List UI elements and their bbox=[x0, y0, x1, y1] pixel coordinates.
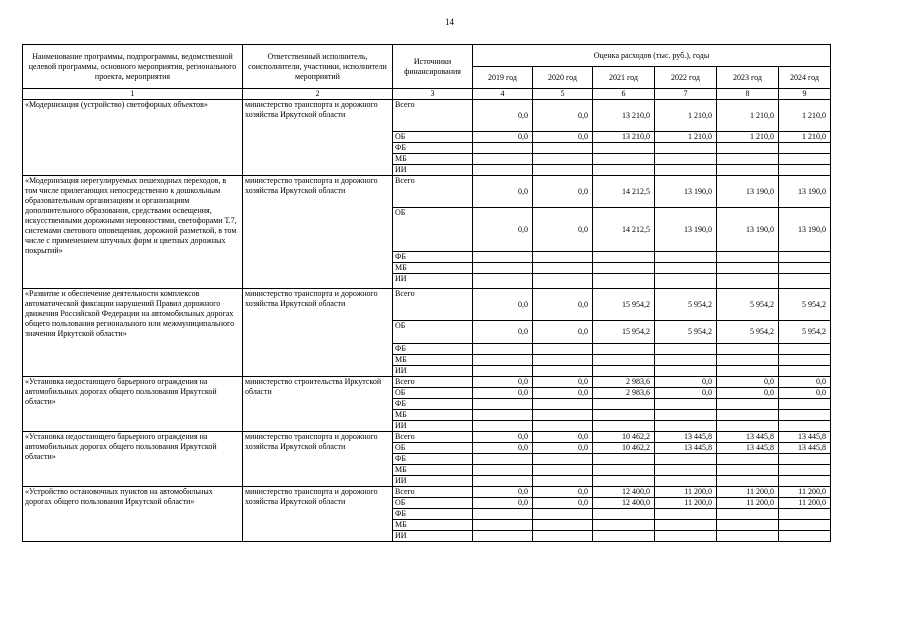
expense-value: 13 190,0 bbox=[717, 208, 779, 252]
expense-value bbox=[779, 366, 831, 377]
measure-executor: министерство транспорта и дорожного хозяйства Иркутской области bbox=[243, 100, 393, 176]
expense-value bbox=[655, 465, 717, 476]
expense-value: 0,0 bbox=[533, 388, 593, 399]
expense-value: 0,0 bbox=[473, 377, 533, 388]
expense-value bbox=[533, 344, 593, 355]
expense-value: 0,0 bbox=[473, 498, 533, 509]
expense-value: 10 462,2 bbox=[593, 432, 655, 443]
expense-value: 0,0 bbox=[655, 388, 717, 399]
funding-source: МБ bbox=[393, 410, 473, 421]
expense-value: 1 210,0 bbox=[779, 132, 831, 143]
expense-value bbox=[473, 263, 533, 274]
expense-value bbox=[655, 454, 717, 465]
expense-value bbox=[779, 465, 831, 476]
expense-value bbox=[717, 476, 779, 487]
header-year: 2020 год bbox=[533, 67, 593, 89]
measure-name: «Установка недостающего барьерного ограждения на автомобильных дорогах общего пользования Иркутской области» bbox=[23, 377, 243, 432]
expense-value bbox=[717, 454, 779, 465]
expense-value bbox=[655, 263, 717, 274]
expense-value bbox=[593, 509, 655, 520]
expense-value: 5 954,2 bbox=[655, 289, 717, 321]
expense-value bbox=[655, 421, 717, 432]
expense-value bbox=[473, 509, 533, 520]
expense-value bbox=[533, 165, 593, 176]
expense-value bbox=[779, 263, 831, 274]
funding-source: МБ bbox=[393, 154, 473, 165]
funding-source: ОБ bbox=[393, 388, 473, 399]
funding-source: МБ bbox=[393, 520, 473, 531]
expense-value bbox=[779, 355, 831, 366]
expense-value: 1 210,0 bbox=[655, 132, 717, 143]
funding-source: МБ bbox=[393, 263, 473, 274]
column-number: 7 bbox=[655, 89, 717, 100]
expense-value: 14 212,5 bbox=[593, 208, 655, 252]
expense-value bbox=[779, 509, 831, 520]
expense-value bbox=[593, 399, 655, 410]
expense-value bbox=[473, 154, 533, 165]
expense-value bbox=[655, 476, 717, 487]
expense-value bbox=[779, 252, 831, 263]
expense-value bbox=[533, 465, 593, 476]
funding-source: ИИ bbox=[393, 476, 473, 487]
expense-value: 0,0 bbox=[473, 432, 533, 443]
expense-value bbox=[533, 454, 593, 465]
expense-value bbox=[655, 509, 717, 520]
expense-value: 2 983,6 bbox=[593, 377, 655, 388]
expense-value bbox=[593, 476, 655, 487]
expense-value bbox=[655, 344, 717, 355]
expense-value bbox=[717, 154, 779, 165]
measure-name: «Установка недостающего барьерного ограждения на автомобильных дорогах общего пользования Иркутской области» bbox=[23, 432, 243, 487]
expense-value: 0,0 bbox=[655, 377, 717, 388]
expense-value bbox=[717, 143, 779, 154]
expense-value bbox=[593, 366, 655, 377]
expense-value: 12 400,0 bbox=[593, 487, 655, 498]
expense-value bbox=[533, 476, 593, 487]
expense-value bbox=[779, 399, 831, 410]
funding-source: ФБ bbox=[393, 252, 473, 263]
funding-source: Всего bbox=[393, 176, 473, 208]
expense-value: 5 954,2 bbox=[655, 321, 717, 344]
expense-value: 0,0 bbox=[533, 132, 593, 143]
expense-value bbox=[533, 252, 593, 263]
expense-value bbox=[717, 520, 779, 531]
expense-value: 0,0 bbox=[533, 289, 593, 321]
expense-value: 15 954,2 bbox=[593, 321, 655, 344]
expense-value: 13 445,8 bbox=[717, 432, 779, 443]
funding-source: ОБ bbox=[393, 132, 473, 143]
expense-value bbox=[473, 165, 533, 176]
table-row bbox=[23, 432, 831, 443]
expense-value: 0,0 bbox=[473, 176, 533, 208]
expense-value: 0,0 bbox=[473, 289, 533, 321]
expense-value bbox=[717, 344, 779, 355]
expense-value: 5 954,2 bbox=[717, 289, 779, 321]
expense-value bbox=[717, 509, 779, 520]
expense-value bbox=[473, 274, 533, 289]
column-number: 9 bbox=[779, 89, 831, 100]
expense-value bbox=[655, 410, 717, 421]
expense-value bbox=[655, 531, 717, 542]
expense-value bbox=[717, 531, 779, 542]
funding-source: ФБ bbox=[393, 399, 473, 410]
expense-value bbox=[593, 274, 655, 289]
expense-value bbox=[779, 165, 831, 176]
expense-value bbox=[779, 454, 831, 465]
expense-value bbox=[717, 421, 779, 432]
funding-source: ОБ bbox=[393, 443, 473, 454]
expense-value bbox=[593, 454, 655, 465]
measure-name: «Развитие и обеспечение деятельности комплексов автоматической фиксации нарушений Правил дорожного движения Российской Федерации на автомобильных дорогах общего пользования регионального или межмуниципального значения Иркутской области» bbox=[23, 289, 243, 377]
expense-value bbox=[655, 165, 717, 176]
header-year: 2019 год bbox=[473, 67, 533, 89]
expense-value bbox=[593, 154, 655, 165]
expense-value: 11 200,0 bbox=[717, 487, 779, 498]
measure-name: «Модернизация нерегулируемых пешеходных переходов, в том числе прилегающих непосредственно к дошкольным образовательным организациям и организациям дополнительного образования, средствами освещения, искусственными дорожными неровностями, светофорами Т.7, системами светового оповещения, дорожной разметкой, в том числе с применением штучных форм и цветных дорожных покрытий» bbox=[23, 176, 243, 289]
expense-value bbox=[473, 531, 533, 542]
column-number: 3 bbox=[393, 89, 473, 100]
header-executor: Ответственный исполнитель, соисполнители, участники, исполнители мероприятий bbox=[243, 45, 393, 89]
table-row bbox=[23, 289, 831, 321]
expense-value bbox=[473, 520, 533, 531]
column-number: 6 bbox=[593, 89, 655, 100]
expense-value bbox=[473, 355, 533, 366]
expense-value bbox=[593, 143, 655, 154]
expense-value bbox=[717, 252, 779, 263]
expense-value bbox=[717, 366, 779, 377]
expense-value bbox=[655, 252, 717, 263]
expense-value: 0,0 bbox=[473, 132, 533, 143]
funding-source: МБ bbox=[393, 465, 473, 476]
expense-value: 11 200,0 bbox=[779, 487, 831, 498]
funding-source: Всего bbox=[393, 100, 473, 132]
funding-source: ОБ bbox=[393, 208, 473, 252]
expense-value: 0,0 bbox=[473, 443, 533, 454]
expense-value bbox=[593, 165, 655, 176]
expense-value bbox=[533, 421, 593, 432]
column-number: 5 bbox=[533, 89, 593, 100]
expense-value bbox=[717, 399, 779, 410]
expense-value: 14 212,5 bbox=[593, 176, 655, 208]
measure-executor: министерство строительства Иркутской области bbox=[243, 377, 393, 432]
expense-value bbox=[593, 263, 655, 274]
expense-value: 0,0 bbox=[533, 498, 593, 509]
measure-executor: министерство транспорта и дорожного хозяйства Иркутской области bbox=[243, 432, 393, 487]
expense-value: 0,0 bbox=[473, 388, 533, 399]
measure-name: «Устройство остановочных пунктов на автомобильных дорогах общего пользования Иркутской области» bbox=[23, 487, 243, 542]
expense-value bbox=[717, 263, 779, 274]
expense-value bbox=[473, 476, 533, 487]
expense-value bbox=[779, 520, 831, 531]
expense-value: 13 445,8 bbox=[717, 443, 779, 454]
expense-value bbox=[473, 399, 533, 410]
expense-value: 11 200,0 bbox=[717, 498, 779, 509]
header-year: 2022 год bbox=[655, 67, 717, 89]
column-number: 8 bbox=[717, 89, 779, 100]
expense-value bbox=[655, 143, 717, 154]
expense-value bbox=[779, 421, 831, 432]
funding-source: Всего bbox=[393, 432, 473, 443]
column-number: 2 bbox=[243, 89, 393, 100]
expense-value: 11 200,0 bbox=[779, 498, 831, 509]
expense-value: 11 200,0 bbox=[655, 498, 717, 509]
expense-value bbox=[533, 531, 593, 542]
expense-value: 0,0 bbox=[533, 377, 593, 388]
expense-value: 15 954,2 bbox=[593, 289, 655, 321]
funding-source: МБ bbox=[393, 355, 473, 366]
expense-value: 0,0 bbox=[533, 176, 593, 208]
funding-source: ОБ bbox=[393, 321, 473, 344]
expense-value: 1 210,0 bbox=[655, 100, 717, 132]
table-row bbox=[23, 176, 831, 208]
funding-source: ИИ bbox=[393, 531, 473, 542]
expense-value: 11 200,0 bbox=[655, 487, 717, 498]
expense-value: 0,0 bbox=[779, 388, 831, 399]
expense-value: 0,0 bbox=[717, 377, 779, 388]
expense-value bbox=[655, 399, 717, 410]
measure-name: «Модернизация (устройство) светофорных объектов» bbox=[23, 100, 243, 176]
table-row bbox=[23, 487, 831, 498]
funding-source: ФБ bbox=[393, 509, 473, 520]
header-year: 2024 год bbox=[779, 67, 831, 89]
expense-value: 1 210,0 bbox=[779, 100, 831, 132]
expense-value: 0,0 bbox=[533, 432, 593, 443]
expense-value bbox=[533, 399, 593, 410]
expense-value bbox=[717, 355, 779, 366]
funding-source: ИИ bbox=[393, 165, 473, 176]
expense-value bbox=[593, 344, 655, 355]
expense-value: 0,0 bbox=[473, 321, 533, 344]
expense-value: 13 190,0 bbox=[779, 208, 831, 252]
expense-value bbox=[779, 410, 831, 421]
expense-value bbox=[779, 143, 831, 154]
table-row bbox=[23, 100, 831, 132]
header-expense-estimate: Оценка расходов (тыс. руб.), годы bbox=[473, 45, 831, 67]
expense-value: 0,0 bbox=[533, 443, 593, 454]
expense-value bbox=[779, 344, 831, 355]
measure-executor: министерство транспорта и дорожного хозяйства Иркутской области bbox=[243, 289, 393, 377]
expense-value bbox=[717, 410, 779, 421]
measure-executor: министерство транспорта и дорожного хозяйства Иркутской области bbox=[243, 176, 393, 289]
expense-value bbox=[473, 465, 533, 476]
expense-value bbox=[593, 465, 655, 476]
expense-value: 5 954,2 bbox=[779, 321, 831, 344]
expense-value bbox=[473, 252, 533, 263]
expense-value: 5 954,2 bbox=[779, 289, 831, 321]
expense-value: 1 210,0 bbox=[717, 100, 779, 132]
header-funding-sources: Источники финансирования bbox=[393, 45, 473, 89]
funding-source: Всего bbox=[393, 487, 473, 498]
expense-value: 13 190,0 bbox=[779, 176, 831, 208]
expense-value: 0,0 bbox=[717, 388, 779, 399]
expense-value: 1 210,0 bbox=[717, 132, 779, 143]
expense-value: 13 445,8 bbox=[779, 432, 831, 443]
column-number: 4 bbox=[473, 89, 533, 100]
expense-value bbox=[655, 154, 717, 165]
expense-value bbox=[473, 344, 533, 355]
expense-value: 10 462,2 bbox=[593, 443, 655, 454]
funding-source: Всего bbox=[393, 377, 473, 388]
expense-value bbox=[533, 355, 593, 366]
expense-value: 0,0 bbox=[533, 100, 593, 132]
expense-value bbox=[593, 410, 655, 421]
expense-value: 0,0 bbox=[533, 321, 593, 344]
expense-value bbox=[655, 274, 717, 289]
expense-value bbox=[779, 154, 831, 165]
funding-source: ФБ bbox=[393, 454, 473, 465]
expense-value bbox=[717, 165, 779, 176]
expense-value: 0,0 bbox=[473, 208, 533, 252]
expense-value bbox=[473, 366, 533, 377]
expense-value: 13 445,8 bbox=[655, 432, 717, 443]
expense-value bbox=[473, 410, 533, 421]
expense-value: 12 400,0 bbox=[593, 498, 655, 509]
expense-table bbox=[22, 44, 831, 542]
funding-source: Всего bbox=[393, 289, 473, 321]
funding-source: ИИ bbox=[393, 366, 473, 377]
funding-source: ИИ bbox=[393, 274, 473, 289]
funding-source: ОБ bbox=[393, 498, 473, 509]
expense-value bbox=[779, 476, 831, 487]
expense-value bbox=[473, 454, 533, 465]
funding-source: ИИ bbox=[393, 421, 473, 432]
expense-value: 0,0 bbox=[533, 487, 593, 498]
expense-value bbox=[533, 509, 593, 520]
header-year: 2023 год bbox=[717, 67, 779, 89]
header-program-name: Наименование программы, подпрограммы, ведомственной целевой программы, основного мероприятия, регионального проекта, мероприятия bbox=[23, 45, 243, 89]
expense-value: 13 210,0 bbox=[593, 132, 655, 143]
expense-value bbox=[655, 355, 717, 366]
expense-value bbox=[593, 520, 655, 531]
expense-value bbox=[779, 274, 831, 289]
funding-source: ФБ bbox=[393, 344, 473, 355]
expense-value bbox=[533, 520, 593, 531]
expense-value bbox=[533, 143, 593, 154]
expense-value bbox=[593, 531, 655, 542]
expense-value: 5 954,2 bbox=[717, 321, 779, 344]
expense-value: 2 983,6 bbox=[593, 388, 655, 399]
expense-value: 13 445,8 bbox=[655, 443, 717, 454]
expense-value bbox=[593, 252, 655, 263]
expense-value bbox=[533, 154, 593, 165]
expense-value: 13 190,0 bbox=[655, 208, 717, 252]
expense-value bbox=[533, 410, 593, 421]
header-year: 2021 год bbox=[593, 67, 655, 89]
expense-value: 13 190,0 bbox=[655, 176, 717, 208]
expense-value bbox=[473, 421, 533, 432]
expense-value bbox=[593, 421, 655, 432]
expense-value: 0,0 bbox=[473, 487, 533, 498]
expense-value: 0,0 bbox=[533, 208, 593, 252]
expense-value bbox=[655, 520, 717, 531]
page-number: 14 bbox=[445, 17, 454, 27]
column-number: 1 bbox=[23, 89, 243, 100]
funding-source: ФБ bbox=[393, 143, 473, 154]
expense-value bbox=[717, 465, 779, 476]
expense-value bbox=[655, 366, 717, 377]
expense-value: 13 210,0 bbox=[593, 100, 655, 132]
expense-value: 13 190,0 bbox=[717, 176, 779, 208]
table-row bbox=[23, 377, 831, 388]
expense-value bbox=[533, 274, 593, 289]
expense-value: 0,0 bbox=[779, 377, 831, 388]
expense-value: 0,0 bbox=[473, 100, 533, 132]
expense-value bbox=[593, 355, 655, 366]
expense-value bbox=[533, 366, 593, 377]
expense-value bbox=[717, 274, 779, 289]
expense-value bbox=[473, 143, 533, 154]
expense-value: 13 445,8 bbox=[779, 443, 831, 454]
expense-value bbox=[533, 263, 593, 274]
expense-value bbox=[779, 531, 831, 542]
measure-executor: министерство транспорта и дорожного хозяйства Иркутской области bbox=[243, 487, 393, 542]
